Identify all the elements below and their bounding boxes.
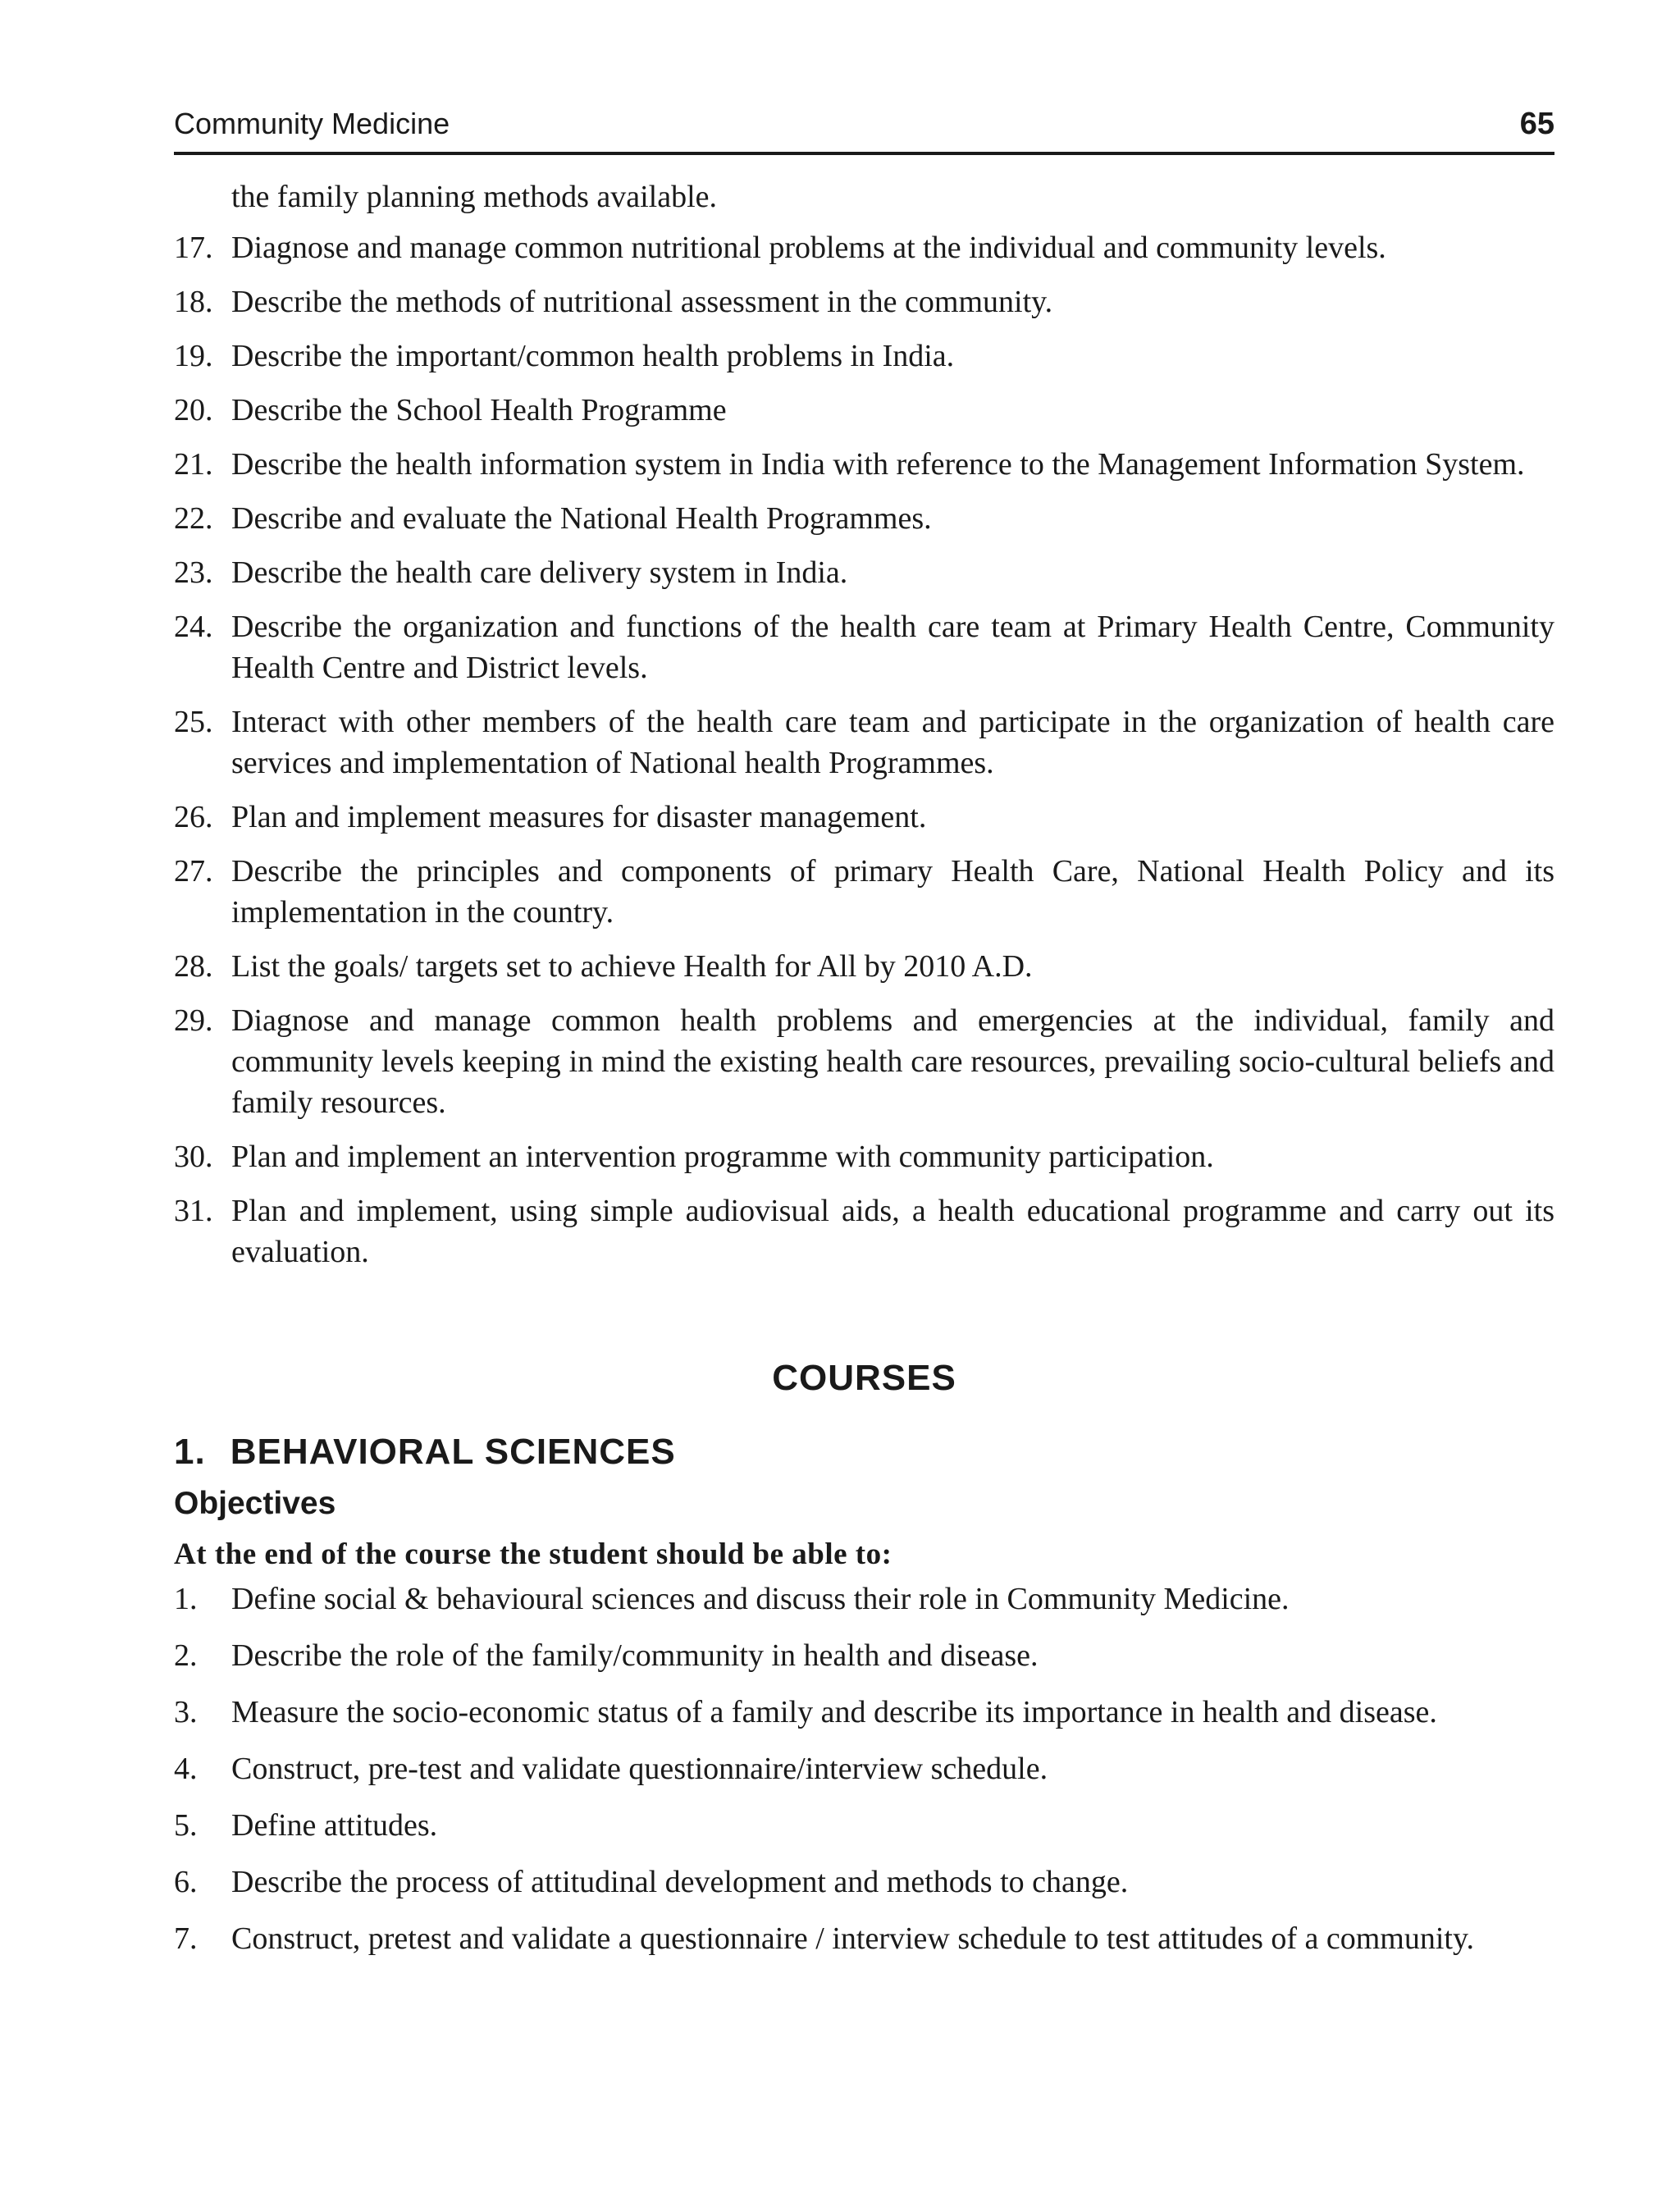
item-number: 23. bbox=[174, 555, 213, 590]
item-text: Measure the socio-economic status of a family and describe its importance in health and disease. bbox=[231, 1695, 1437, 1729]
item-number: 29. bbox=[174, 1003, 213, 1038]
page-number: 65 bbox=[1519, 107, 1554, 141]
list-item bbox=[174, 552, 1554, 593]
courses-heading: COURSES bbox=[772, 1358, 956, 1398]
item-number: 18. bbox=[174, 285, 213, 319]
list-item bbox=[174, 1190, 1554, 1272]
item-text: Describe the process of attitudinal development and methods to change. bbox=[231, 1865, 1129, 1899]
item-number: 24. bbox=[174, 610, 213, 644]
item-text: Describe the principles and components of primary Health Care, National Health Policy and its implementation in the country. bbox=[231, 854, 1554, 930]
objectives-list-continued bbox=[174, 176, 1554, 1272]
list-item bbox=[174, 1805, 1554, 1846]
section-title: BEHAVIORAL SCIENCES bbox=[230, 1432, 676, 1472]
list-item bbox=[174, 1918, 1554, 1959]
list-item bbox=[174, 390, 1554, 431]
list-item bbox=[174, 606, 1554, 688]
item-number: 28. bbox=[174, 949, 213, 984]
item-text: Diagnose and manage common nutritional problems at the individual and community levels. bbox=[231, 231, 1386, 265]
list-item bbox=[174, 444, 1554, 485]
item-number: 26. bbox=[174, 800, 213, 834]
item-text: Define social & behavioural sciences and discuss their role in Community Medicine. bbox=[231, 1582, 1290, 1616]
list-item bbox=[174, 498, 1554, 539]
item-text: Plan and implement measures for disaster management. bbox=[231, 800, 927, 834]
list-item bbox=[174, 797, 1554, 838]
item-number: 19. bbox=[174, 339, 213, 373]
list-item bbox=[174, 1578, 1554, 1620]
item-number: 17. bbox=[174, 231, 213, 265]
item-text: Describe the role of the family/community in health and disease. bbox=[231, 1638, 1039, 1673]
list-item bbox=[174, 281, 1554, 322]
item-text: Plan and implement an intervention programme with community participation. bbox=[231, 1140, 1214, 1174]
item-number: 25. bbox=[174, 705, 213, 739]
item-text: Describe the organization and functions of the health care team at Primary Health Centre, Community Health Centre and District levels. bbox=[231, 610, 1554, 685]
item-text: Define attitudes. bbox=[231, 1808, 438, 1843]
running-header-title: Community Medicine bbox=[174, 107, 450, 140]
list-item bbox=[174, 1748, 1554, 1789]
running-header bbox=[174, 107, 1554, 155]
item-number: 6. bbox=[174, 1865, 198, 1899]
item-text: Describe the health care delivery system in India. bbox=[231, 555, 848, 590]
item-text: Describe the health information system in India with reference to the Management Information System. bbox=[231, 447, 1525, 482]
item-number: 3. bbox=[174, 1695, 198, 1729]
item-text: Construct, pre-test and validate questionnaire/interview schedule. bbox=[231, 1752, 1048, 1786]
item-number: 1. bbox=[174, 1582, 198, 1616]
list-item bbox=[174, 1862, 1554, 1903]
item-text: Plan and implement, using simple audiovisual aids, a health educational programme and carry out its evaluation. bbox=[231, 1194, 1554, 1269]
list-item bbox=[174, 336, 1554, 377]
item-text: List the goals/ targets set to achieve Health for All by 2010 A.D. bbox=[231, 949, 1033, 984]
item-number: 2. bbox=[174, 1638, 198, 1673]
item-number: 7. bbox=[174, 1921, 198, 1956]
item-text: Interact with other members of the health care team and participate in the organization of health care services and implementation of National health Programmes. bbox=[231, 705, 1554, 780]
section-number: 1. bbox=[174, 1432, 206, 1472]
list-item bbox=[174, 851, 1554, 933]
item-number bbox=[174, 176, 231, 217]
item-number: 4. bbox=[174, 1752, 198, 1786]
list-item bbox=[174, 227, 1554, 268]
list-item bbox=[174, 1692, 1554, 1733]
item-number: 5. bbox=[174, 1808, 198, 1843]
document-page bbox=[174, 107, 1554, 1975]
list-item bbox=[174, 176, 1554, 217]
list-item bbox=[174, 701, 1554, 783]
section-heading bbox=[174, 1432, 1554, 1473]
item-number: 27. bbox=[174, 854, 213, 889]
list-item bbox=[174, 1136, 1554, 1177]
item-text: Describe the important/common health problems in India. bbox=[231, 339, 955, 373]
item-text: Diagnose and manage common health problems and emergencies at the individual, family and community levels keeping in mind the existing health care resources, prevailing socio-cultural beliefs and family resources. bbox=[231, 1003, 1554, 1120]
list-item bbox=[174, 946, 1554, 987]
item-text: Describe the methods of nutritional assessment in the community. bbox=[231, 285, 1053, 319]
item-number: 21. bbox=[174, 447, 213, 482]
list-item bbox=[174, 1635, 1554, 1676]
objectives-lead-sentence: At the end of the course the student should be able to: bbox=[174, 1537, 892, 1571]
item-text: Construct, pretest and validate a questionnaire / interview schedule to test attitudes of a community. bbox=[231, 1921, 1475, 1956]
item-number: 30. bbox=[174, 1140, 213, 1174]
item-number: 22. bbox=[174, 501, 213, 536]
objectives-subheading: Objectives bbox=[174, 1486, 336, 1521]
behavioral-objectives-list bbox=[174, 1578, 1554, 1959]
list-item bbox=[174, 1000, 1554, 1123]
item-number: 20. bbox=[174, 393, 213, 427]
item-number: 31. bbox=[174, 1194, 213, 1228]
item-text: Describe the School Health Programme bbox=[231, 393, 727, 427]
item-text: the family planning methods available. bbox=[231, 180, 718, 214]
item-text: Describe and evaluate the National Health Programmes. bbox=[231, 501, 932, 536]
